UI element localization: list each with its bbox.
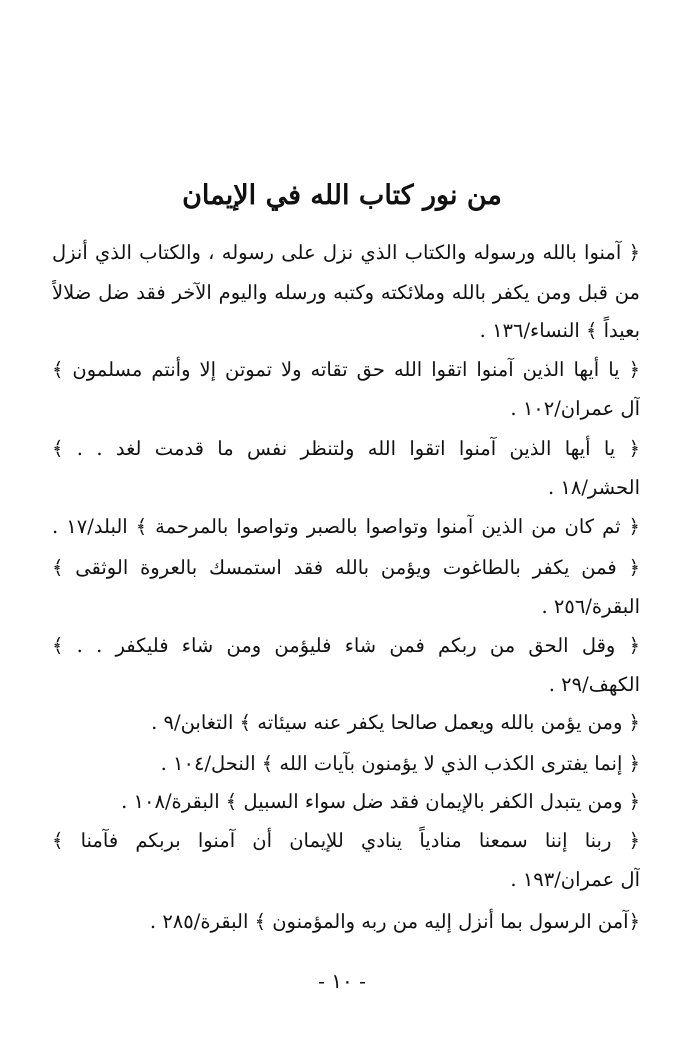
text-line: ﴿ وقل الحق من ربكم فمن شاء فليؤمن ومن شاء فليكفر . . ﴾ [52,634,640,657]
text-line: الحشر/١٨ . [547,476,640,499]
text-line: ﴿ ثم كان من الذين آمنوا وتواصوا بالصبر وتواصوا بالمرحمة ﴾ البلد/١٧ . [52,515,640,538]
text-line: آل عمران/١٩٣ . [510,868,640,891]
text-line: البقرة/٢٥٦ . [541,595,640,618]
text-line: ﴿ يا أيها الذين آمنوا اتقوا الله ولتنظر نفس ما قدمت لغد . . ﴾ [52,437,640,460]
text-line: من قبل ومن يكفر بالله وملائكته وكتبه ورسله واليوم الآخر فقد ضل ضلالاً [52,281,640,304]
page-title: من نور كتاب الله في الإيمان [182,180,502,211]
text-line: ﴿ يا أيها الذين آمنوا اتقوا الله حق تقاته ولا تموتن إلا وأنتم مسلمون ﴾ [52,358,640,381]
text-line: ﴿ ومن يؤمن بالله ويعمل صالحا يكفر عنه سيئاته ﴾ التغابن/٩ . [151,711,640,734]
text-line: ﴿ ربنا إننا سمعنا منادياً ينادي للإيمان أن آمنوا بربكم فآمنا ﴾ [52,829,640,852]
text-line: ﴿آمن الرسول بما أنزل إليه من ربه والمؤمنون ﴾ البقرة/٢٨٥ . [149,910,640,933]
page-number: - ١٠ - [318,969,366,993]
text-line: ﴿ آمنوا بالله ورسوله والكتاب الذي نزل على رسوله ، والكتاب الذي أنزل [52,241,640,264]
text-line: ﴿ إنما يفترى الكذب الذي لا يؤمنون بآيات الله ﴾ النحل/١٠٤ . [160,752,640,775]
text-line: ﴿ فمن يكفر بالطاغوت ويؤمن بالله فقد استمسك بالعروة الوثقى ﴾ [52,556,640,579]
text-line: الكهف/٢٩ . [548,673,640,696]
text-line: بعيداً ﴾ النساء/١٣٦ . [479,319,640,342]
text-line: آل عمران/١٠٢ . [510,397,640,420]
text-line: ﴿ ومن يتبدل الكفر بالإيمان فقد ضل سواء السبيل ﴾ البقرة/١٠٨ . [121,790,640,813]
